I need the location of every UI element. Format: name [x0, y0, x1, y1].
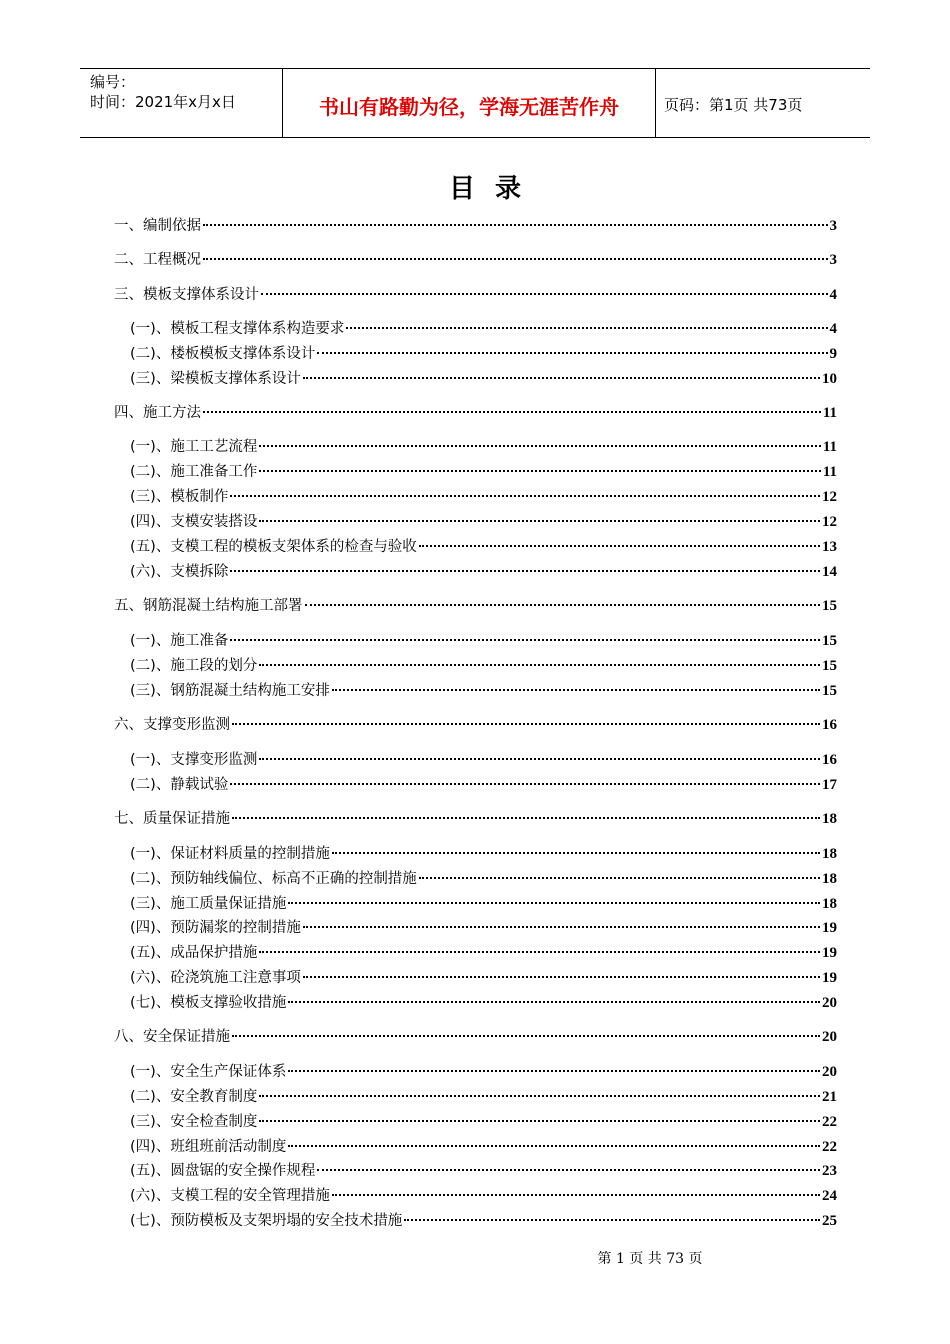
toc-entry-label: 八、安全保证措施: [114, 1029, 230, 1045]
toc-entry[interactable]: [114, 283, 837, 303]
toc-entry-label: 二、工程概况: [114, 252, 201, 268]
toc-subentry[interactable]: [130, 1209, 837, 1229]
dot-leader: [303, 926, 820, 928]
toc-entry-page-number: 4: [829, 287, 837, 303]
toc-subentry[interactable]: [130, 1085, 837, 1105]
toc-entry-label: (四)、预防漏浆的控制措施: [130, 920, 301, 936]
toc-entry-label: 七、质量保证措施: [114, 811, 230, 827]
toc-entry-label: (四)、支模安装搭设: [130, 514, 258, 530]
toc-entry-label: 四、施工方法: [114, 405, 201, 421]
document-number-label: 编号：: [90, 73, 136, 91]
toc-entry-page-number: 9: [829, 346, 837, 362]
motto-text: 书山有路勤为径，学海无涯苦作舟: [319, 95, 619, 119]
dot-leader: [303, 976, 820, 978]
toc-entry-label: 一、编制依据: [114, 218, 201, 234]
dot-leader: [261, 293, 828, 295]
toc-entry-page-number: 12: [822, 514, 837, 530]
toc-entry-page-number: 14: [822, 564, 837, 580]
toc-subentry[interactable]: [130, 1159, 837, 1179]
toc-entry-label: (三)、钢筋混凝土结构施工安排: [130, 683, 330, 699]
toc-subentry[interactable]: [130, 1135, 837, 1155]
toc-entry-label: (二)、施工段的划分: [130, 658, 258, 674]
toc-entry-label: (五)、支模工程的模板支架体系的检查与验收: [130, 539, 417, 555]
toc-entry-label: (六)、砼浇筑施工注意事项: [130, 970, 301, 986]
toc-entry-label: (七)、模板支撑验收措施: [130, 995, 287, 1011]
toc-entry-page-number: 3: [829, 218, 837, 234]
toc-subentry[interactable]: [130, 991, 837, 1011]
toc-entry-label: (二)、施工准备工作: [130, 464, 258, 480]
dot-leader: [259, 1120, 820, 1122]
dot-leader: [332, 689, 820, 691]
toc-entry-label: 五、钢筋混凝土结构施工部署: [114, 598, 303, 614]
toc-entry-label: (三)、安全检查制度: [130, 1114, 258, 1130]
dot-leader: [203, 224, 828, 226]
toc-entry[interactable]: [114, 248, 837, 268]
toc-entry[interactable]: [114, 214, 837, 234]
dot-leader: [230, 783, 820, 785]
toc-entry-page-number: 18: [822, 871, 837, 887]
dot-leader: [419, 545, 820, 547]
toc-subentry[interactable]: [130, 367, 837, 387]
toc-entry[interactable]: [114, 807, 837, 827]
dot-leader: [232, 1035, 820, 1037]
dot-leader: [203, 258, 828, 260]
toc-subentry[interactable]: [130, 510, 837, 530]
toc-subentry[interactable]: [130, 916, 837, 936]
dot-leader: [404, 1219, 820, 1221]
dot-leader: [288, 1070, 820, 1072]
toc-entry-page-number: 19: [822, 920, 837, 936]
dot-leader: [259, 445, 820, 447]
dot-leader: [259, 1095, 820, 1097]
toc-entry-page-number: 15: [822, 658, 837, 674]
toc-entry-label: (二)、楼板模板支撑体系设计: [130, 346, 316, 362]
toc-subentry[interactable]: [130, 342, 837, 362]
toc-subentry[interactable]: [130, 1184, 837, 1204]
toc-entry-label: (一)、安全生产保证体系: [130, 1064, 287, 1080]
dot-leader: [317, 1169, 820, 1171]
toc-entry-page-number: 23: [822, 1163, 837, 1179]
dot-leader: [259, 470, 820, 472]
toc-entry-page-number: 16: [822, 717, 837, 733]
toc-entry-page-number: 4: [829, 321, 837, 337]
toc-entry-label: 三、模板支撑体系设计: [114, 287, 259, 303]
toc-entry-label: (一)、施工工艺流程: [130, 439, 258, 455]
dot-leader: [332, 852, 820, 854]
toc-entry-label: (四)、班组班前活动制度: [130, 1139, 287, 1155]
dot-leader: [332, 1194, 820, 1196]
toc-entry-label: (二)、安全教育制度: [130, 1089, 258, 1105]
toc-entry-page-number: 25: [822, 1213, 837, 1229]
document-date: 时间：2021年x月x日: [90, 93, 236, 111]
toc-subentry[interactable]: [130, 1110, 837, 1130]
toc-entry-label: (一)、支撑变形监测: [130, 752, 258, 768]
toc-subentry[interactable]: [130, 654, 837, 674]
toc-entry-page-number: 17: [822, 777, 837, 793]
dot-leader: [232, 723, 820, 725]
toc-subentry[interactable]: [130, 892, 837, 912]
toc-entry-page-number: 11: [822, 464, 837, 480]
toc-entry-page-number: 22: [822, 1114, 837, 1130]
toc-entry-page-number: 15: [822, 633, 837, 649]
toc-entry-page-number: 11: [822, 405, 837, 421]
page-footer: 第 1 页 共 73 页: [597, 1251, 703, 1267]
toc-entry-page-number: 16: [822, 752, 837, 768]
toc-entry-page-number: 24: [822, 1188, 837, 1204]
toc-entry-label: (三)、梁模板支撑体系设计: [130, 371, 301, 387]
toc-entry[interactable]: [114, 713, 837, 733]
dot-leader: [288, 1001, 820, 1003]
toc-subentry[interactable]: [130, 773, 837, 793]
toc-subentry[interactable]: [130, 941, 837, 961]
toc-entry-label: (五)、圆盘锯的安全操作规程: [130, 1163, 316, 1179]
toc-entry-label: (一)、模板工程支撑体系构造要求: [130, 321, 345, 337]
dot-leader: [230, 495, 820, 497]
toc-entry-label: (二)、预防轴线偏位、标高不正确的控制措施: [130, 871, 417, 887]
dot-leader: [317, 352, 827, 354]
toc-entry-page-number: 19: [822, 970, 837, 986]
toc-entry-label: (三)、模板制作: [130, 489, 229, 505]
toc-entry-page-number: 19: [822, 945, 837, 961]
toc-entry-label: (七)、预防模板及支架坍塌的安全技术措施: [130, 1213, 403, 1229]
header-page-code: 页码：第1页 共73页: [664, 96, 803, 114]
toc-entry-page-number: 20: [822, 1064, 837, 1080]
toc-entry-page-number: 12: [822, 489, 837, 505]
toc-entry-page-number: 15: [822, 598, 837, 614]
dot-leader: [346, 327, 827, 329]
toc-entry-page-number: 10: [822, 371, 837, 387]
toc-subentry[interactable]: [130, 842, 837, 862]
dot-leader: [259, 664, 820, 666]
toc-entry-page-number: 22: [822, 1139, 837, 1155]
toc-entry-page-number: 18: [822, 811, 837, 827]
toc-entry-label: (六)、支模拆除: [130, 564, 229, 580]
toc-entry-label: (五)、成品保护措施: [130, 945, 258, 961]
dot-leader: [232, 817, 820, 819]
toc-entry-page-number: 15: [822, 683, 837, 699]
dot-leader: [259, 951, 820, 953]
toc-entry-page-number: 18: [822, 896, 837, 912]
dot-leader: [305, 604, 821, 606]
dot-leader: [259, 520, 820, 522]
toc-subentry[interactable]: [130, 629, 837, 649]
dot-leader: [288, 902, 820, 904]
toc-title: 目录: [448, 174, 541, 204]
toc-entry-page-number: 13: [822, 539, 837, 555]
dot-leader: [230, 570, 820, 572]
toc-entry-page-number: 20: [822, 995, 837, 1011]
toc-entry[interactable]: [114, 401, 837, 421]
toc-entry-label: (三)、施工质量保证措施: [130, 896, 287, 912]
toc-entry[interactable]: [114, 1025, 837, 1045]
dot-leader: [303, 377, 820, 379]
toc-entry-label: 六、支撑变形监测: [114, 717, 230, 733]
toc-subentry[interactable]: [130, 748, 837, 768]
toc-entry-page-number: 11: [822, 439, 837, 455]
toc-subentry[interactable]: [130, 867, 837, 887]
toc-entry-label: (一)、施工准备: [130, 633, 229, 649]
toc-entry-page-number: 3: [829, 252, 837, 268]
toc-entry[interactable]: [114, 594, 837, 614]
toc-entry-label: (一)、保证材料质量的控制措施: [130, 846, 330, 862]
toc-subentry[interactable]: [130, 535, 837, 555]
dot-leader: [288, 1145, 820, 1147]
toc-entry-page-number: 18: [822, 846, 837, 862]
toc-subentry[interactable]: [130, 1060, 837, 1080]
dot-leader: [203, 411, 821, 413]
dot-leader: [259, 758, 820, 760]
toc-entry-label: (六)、支模工程的安全管理措施: [130, 1188, 330, 1204]
toc-subentry[interactable]: [130, 317, 837, 337]
dot-leader: [230, 639, 820, 641]
toc-subentry[interactable]: [130, 560, 837, 580]
toc-entry-page-number: 21: [822, 1089, 837, 1105]
toc-entry-page-number: 20: [822, 1029, 837, 1045]
toc-subentry[interactable]: [130, 460, 837, 480]
dot-leader: [419, 877, 820, 879]
toc-subentry[interactable]: [130, 435, 837, 455]
toc-entry-label: (二)、静载试验: [130, 777, 229, 793]
toc-subentry[interactable]: [130, 485, 837, 505]
toc-subentry[interactable]: [130, 966, 837, 986]
toc-subentry[interactable]: [130, 679, 837, 699]
